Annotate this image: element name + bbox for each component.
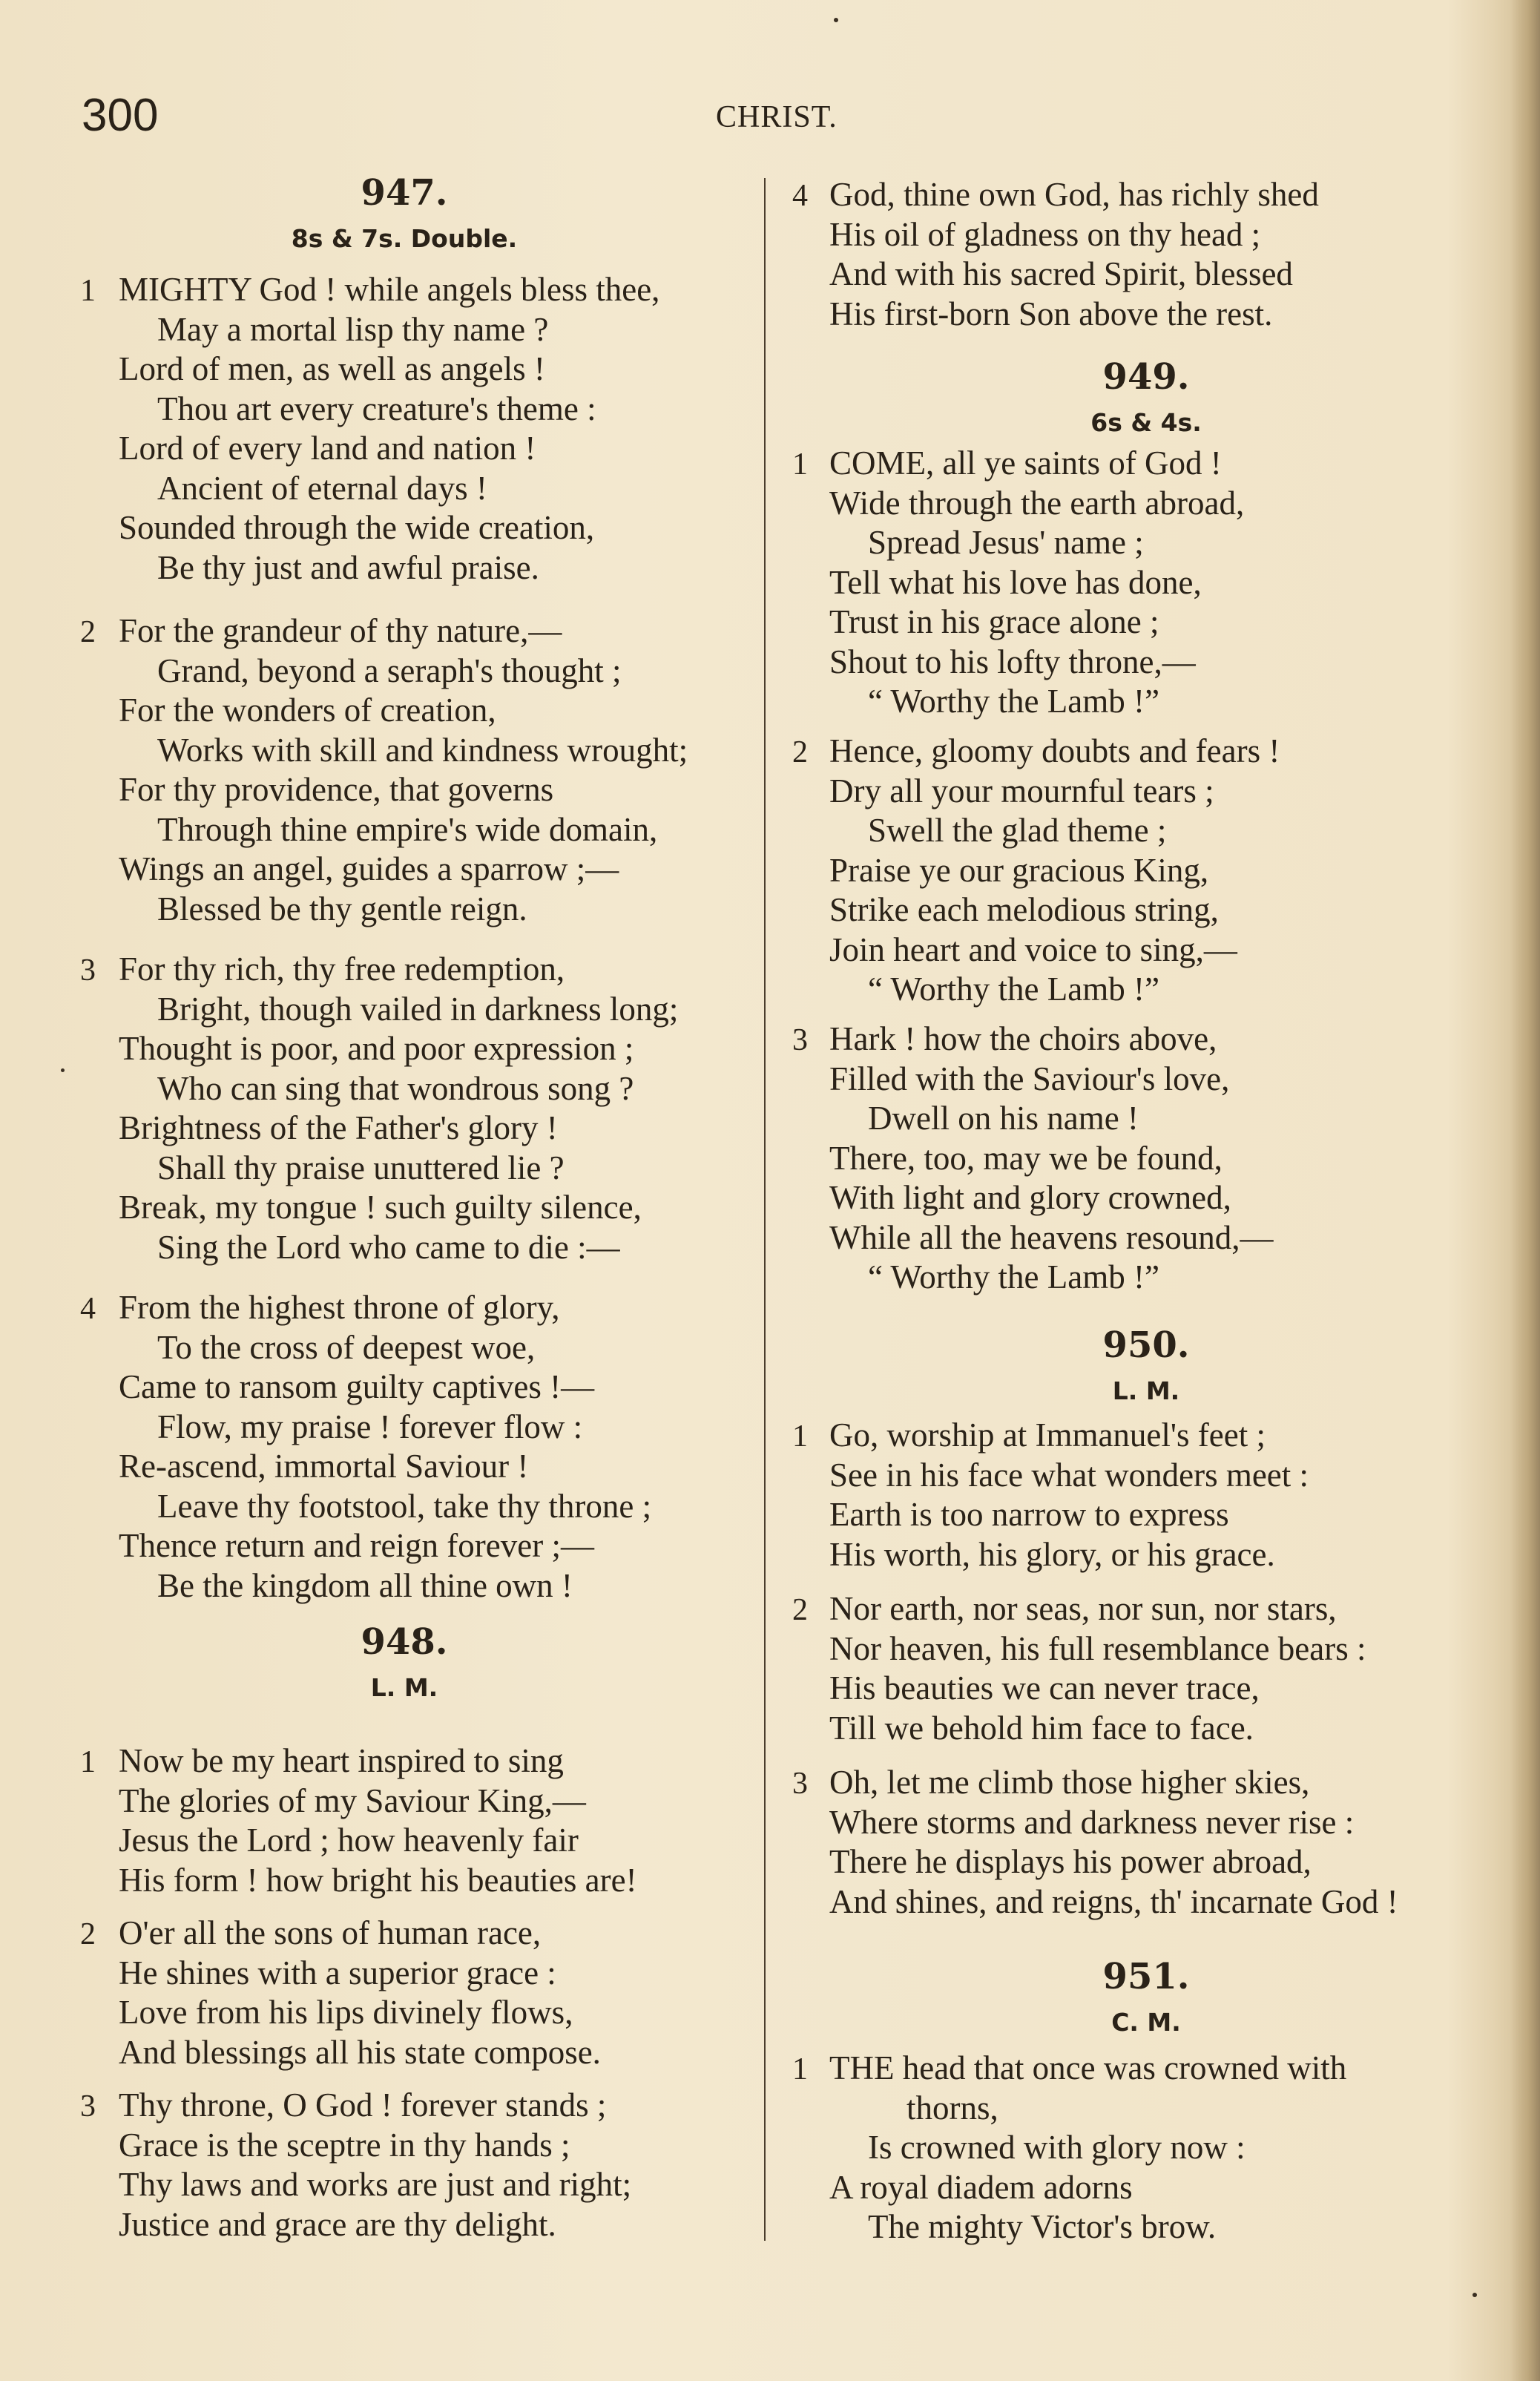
verse-line: See in his face what wonders meet : [829, 1456, 1309, 1494]
verse-line: Jesus the Lord ; how heavenly fair [119, 1822, 579, 1859]
verse-line: Is crowned with glory now : [868, 2129, 1246, 2166]
verse-line: Works with skill and kindness wrought; [157, 731, 688, 769]
verse-line: May a mortal lisp thy name ? [157, 310, 549, 348]
verse-line: For the wonders of creation, [119, 692, 496, 729]
verse-line: Thou art every creature's theme : [157, 390, 596, 427]
verse-line: Till we behold him face to face. [829, 1709, 1254, 1747]
hymn-number: 948. [361, 1621, 448, 1663]
verse-number: 3 [792, 1023, 808, 1057]
verse-line: Came to ransom guilty captives !— [119, 1368, 595, 1405]
verse-line: Dry all your mournful tears ; [829, 772, 1214, 809]
verse-line: The glories of my Saviour King,— [119, 1781, 586, 1819]
verse-line: THE head that once was crowned with [829, 2049, 1347, 2086]
verse-line: Through thine empire's wide domain, [157, 810, 658, 848]
verse-line: And blessings all his state compose. [119, 2033, 601, 2071]
page-number: 300 [82, 90, 159, 141]
hymn-number: 950. [1102, 1324, 1190, 1366]
verse-line: Who can sing that wondrous song ? [157, 1069, 634, 1107]
verse-line: Love from his lips divinely flows, [119, 1994, 573, 2031]
verse-number: 4 [792, 179, 808, 213]
verse-line: God, thine own God, has richly shed [829, 176, 1319, 213]
verse-number: 1 [792, 1419, 808, 1454]
verse-line: For thy rich, thy free redemption, [119, 950, 565, 988]
page-header [82, 89, 1476, 148]
page-edge-shadow [1510, 0, 1540, 2381]
verse-line: Earth is too narrow to express [829, 1496, 1229, 1533]
verse-line: Where storms and darkness never rise : [829, 1803, 1355, 1841]
verse-line: Blessed be thy gentle reign. [157, 890, 527, 927]
verse-number: 2 [792, 735, 808, 769]
verse-line: Trust in his grace alone ; [829, 603, 1159, 640]
verse-line: There, too, may we be found, [829, 1139, 1223, 1177]
verse-line: His worth, his glory, or his grace. [829, 1535, 1275, 1573]
verse-number: 3 [80, 953, 96, 988]
verse-line: “ Worthy the Lamb !” [868, 683, 1159, 720]
verse-line: Swell the glad theme ; [868, 812, 1167, 849]
verse-line: “ Worthy the Lamb !” [868, 1258, 1159, 1295]
verse-line: Brightness of the Father's glory ! [119, 1109, 558, 1146]
verse-line: Join heart and voice to sing,— [829, 930, 1237, 968]
verse-line: Shout to his lofty throne,— [829, 643, 1196, 680]
verse-line: Dwell on his name ! [868, 1100, 1139, 1137]
verse-line: Leave thy footstool, take thy throne ; [157, 1487, 652, 1525]
verse-line: To the cross of deepest woe, [157, 1328, 536, 1366]
verse-number: 4 [80, 1292, 96, 1326]
verse-line: Thy throne, O God ! forever stands ; [119, 2086, 607, 2124]
verse-line: And shines, and reigns, th' incarnate God ! [829, 1882, 1398, 1920]
verse-line: A royal diadem adorns [829, 2168, 1133, 2206]
verse-line: Sounded through the wide creation, [119, 509, 595, 546]
verse-line: Thought is poor, and poor expression ; [119, 1030, 634, 1067]
verse-number: 3 [80, 2089, 96, 2124]
verse-line: Go, worship at Immanuel's feet ; [829, 1416, 1266, 1454]
print-speck [834, 18, 838, 22]
verse-line: While all the heavens resound,— [829, 1218, 1274, 1256]
verse-line: Bright, though vailed in darkness long; [157, 990, 679, 1028]
verse-line: For thy providence, that governs [119, 771, 554, 808]
verse-line: Break, my tongue ! such guilty silence, [119, 1189, 642, 1226]
hymn-number: 949. [1102, 356, 1190, 398]
verse-line: He shines with a superior grace : [119, 1954, 556, 1991]
verse-number: 1 [792, 447, 808, 482]
verse-line: His beauties we can never trace, [829, 1669, 1260, 1707]
verse-line: Re-ascend, immortal Saviour ! [119, 1448, 529, 1485]
verse-line: And with his sacred Spirit, blessed [829, 255, 1293, 292]
hymn-meter: L. M. [1112, 1376, 1180, 1405]
verse-number: 1 [80, 274, 96, 308]
verse-line: Ancient of eternal days ! [157, 469, 487, 507]
verse-line: Now be my heart inspired to sing [119, 1742, 564, 1779]
verse-line: Flow, my praise ! forever flow : [157, 1408, 583, 1445]
verse-line: Shall thy praise unuttered lie ? [157, 1149, 565, 1186]
verse-line: His form ! how bright his beauties are! [119, 1861, 637, 1899]
verse-number: 1 [80, 1745, 96, 1779]
verse-line: His first-born Son above the rest. [829, 295, 1273, 332]
hymn-meter: 6s & 4s. [1090, 408, 1202, 437]
verse-line: For the grandeur of thy nature,— [119, 612, 562, 649]
verse-line: Praise ye our gracious King, [829, 851, 1209, 889]
verse-line: With light and glory crowned, [829, 1179, 1231, 1216]
verse-line: His oil of gladness on thy head ; [829, 215, 1261, 253]
verse-line: Lord of men, as well as angels ! [119, 350, 545, 387]
verse-line: Oh, let me climb those higher skies, [829, 1764, 1310, 1801]
verse-line: From the highest throne of glory, [119, 1289, 560, 1326]
verse-line: Be thy just and awful praise. [157, 548, 539, 586]
verse-line: Strike each melodious string, [829, 891, 1219, 928]
verse-line: Grace is the sceptre in thy hands ; [119, 2126, 570, 2164]
print-speck [1472, 2293, 1477, 2297]
hymn-meter: C. M. [1111, 2008, 1181, 2037]
verse-number: 2 [80, 1917, 96, 1951]
column-divider [764, 178, 766, 2241]
verse-line: Wide through the earth abroad, [829, 484, 1245, 522]
verse-line: COME, all ye saints of God ! [829, 444, 1222, 482]
verse-line: “ Worthy the Lamb !” [868, 971, 1159, 1008]
hymn-number: 947. [361, 172, 448, 214]
running-head: CHRIST. [716, 100, 838, 134]
verse-line: The mighty Victor's brow. [868, 2208, 1217, 2245]
verse-line: MIGHTY God ! while angels bless thee, [119, 271, 660, 308]
verse-line: Lord of every land and nation ! [119, 430, 536, 467]
verse-line: Tell what his love has done, [829, 563, 1202, 601]
verse-line: Sing the Lord who came to die :— [157, 1228, 620, 1266]
verse-line: Nor heaven, his full resemblance bears : [829, 1629, 1366, 1667]
verse-line: Hark ! how the choirs above, [829, 1020, 1217, 1057]
verse-number: 1 [792, 2052, 808, 2086]
verse-number: 3 [792, 1767, 808, 1801]
hymn-number: 951. [1102, 1956, 1190, 1997]
verse-line: Hence, gloomy doubts and fears ! [829, 732, 1280, 769]
verse-line: Justice and grace are thy delight. [119, 2205, 556, 2243]
verse-number: 2 [80, 615, 96, 649]
print-speck [61, 1068, 65, 1072]
verse-line: Nor earth, nor seas, nor sun, nor stars, [829, 1590, 1337, 1627]
verse-line: There he displays his power abroad, [829, 1843, 1312, 1880]
verse-line: O'er all the sons of human race, [119, 1914, 542, 1951]
verse-line: Grand, beyond a seraph's thought ; [157, 651, 622, 689]
verse-line: thorns, [906, 2089, 998, 2127]
hymn-meter: 8s & 7s. Double. [291, 224, 518, 253]
hymn-meter: L. M. [370, 1673, 438, 1702]
verse-line: Wings an angel, guides a sparrow ;— [119, 850, 619, 887]
verse-line: Thence return and reign forever ;— [119, 1527, 594, 1564]
verse-line: Spread Jesus' name ; [868, 524, 1144, 561]
verse-line: Thy laws and works are just and right; [119, 2166, 632, 2203]
verse-line: Be the kingdom all thine own ! [157, 1566, 573, 1604]
verse-number: 2 [792, 1593, 808, 1627]
verse-line: Filled with the Saviour's love, [829, 1060, 1230, 1097]
